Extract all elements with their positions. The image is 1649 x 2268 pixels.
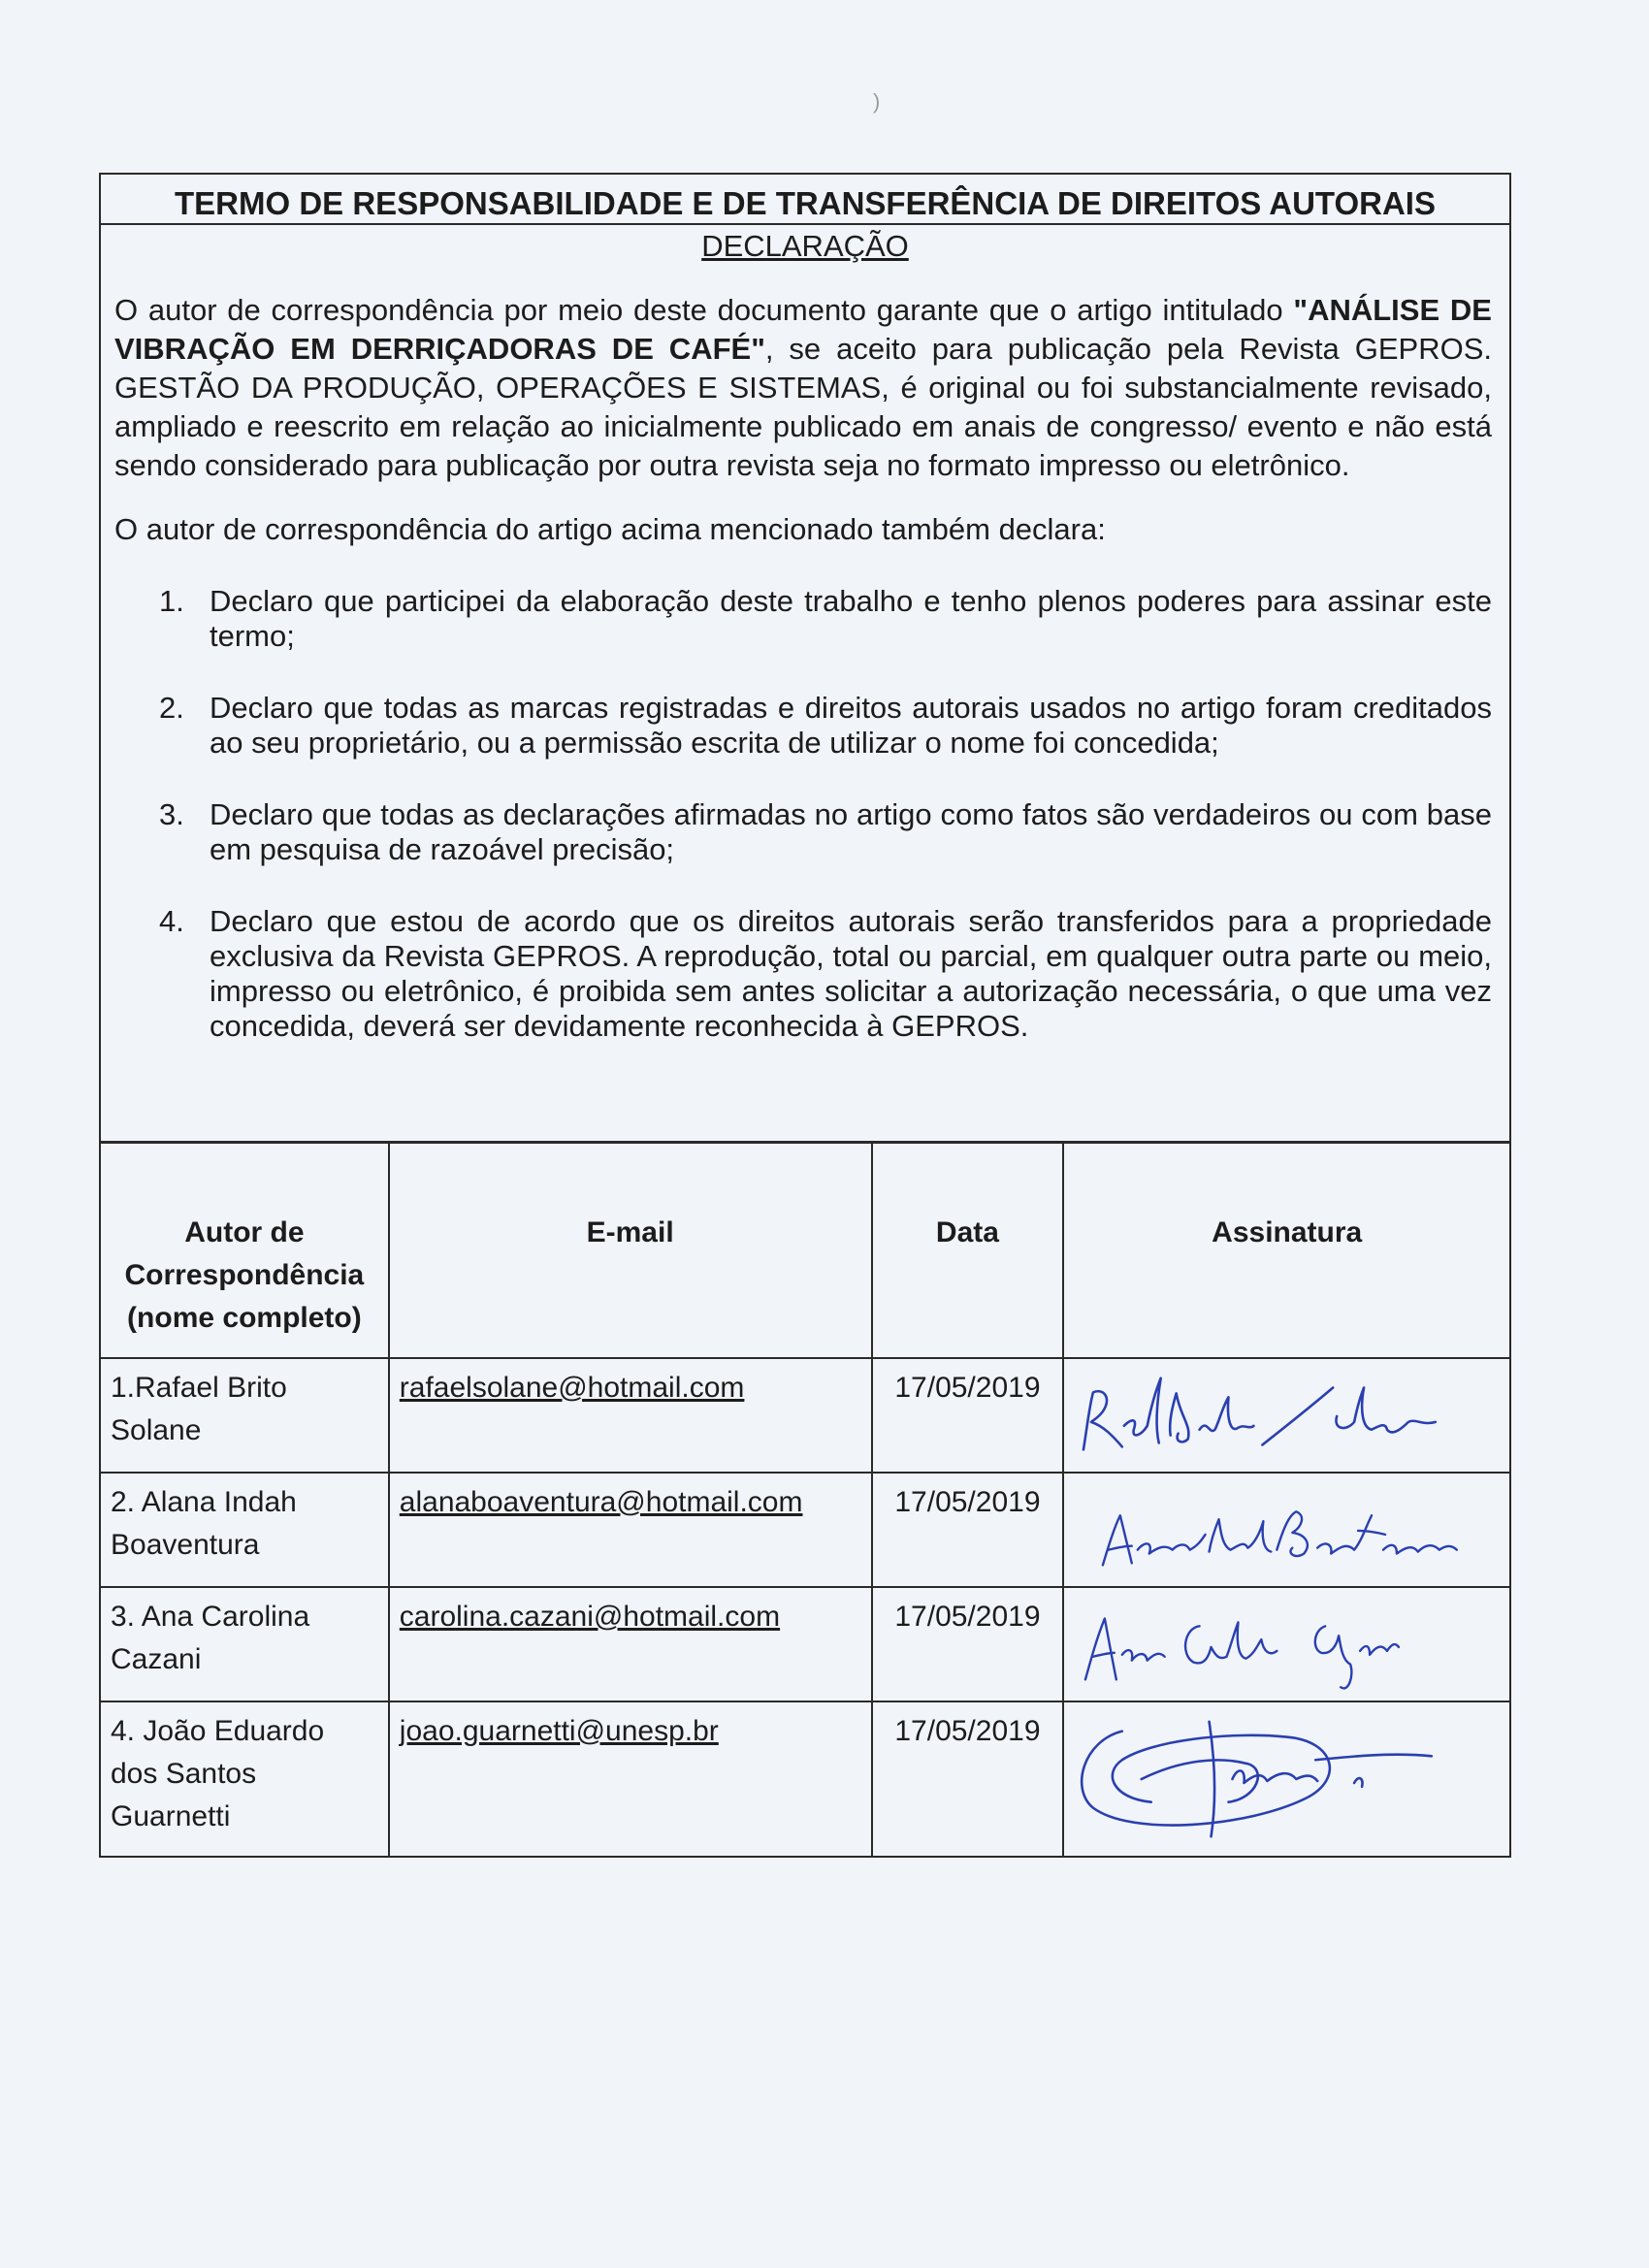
- table-row: [100, 1587, 1510, 1701]
- list-item: [159, 691, 1492, 761]
- scan-mark: ): [873, 89, 881, 113]
- author-email-link[interactable]: alanaboaventura@hotmail.com: [389, 1473, 872, 1587]
- author-name: 1.Rafael Brito Solane: [100, 1358, 389, 1473]
- declaration-list: [159, 584, 1492, 1044]
- list-item-number: 4.: [159, 904, 184, 938]
- signature-cell: [1063, 1473, 1510, 1587]
- signature-cell: [1063, 1587, 1510, 1701]
- table-row: [100, 1473, 1510, 1587]
- signed-date: 17/05/2019: [872, 1701, 1064, 1857]
- list-item-number: 2.: [159, 691, 184, 725]
- author-name: 3. Ana Carolina Cazani: [100, 1587, 389, 1701]
- handwritten-signature: [1064, 1588, 1509, 1701]
- author-email-link[interactable]: joao.guarnetti@unesp.br: [389, 1701, 872, 1857]
- table-row: [100, 1358, 1510, 1473]
- signed-date: 17/05/2019: [872, 1358, 1064, 1473]
- document-title: TERMO DE RESPONSABILIDADE E DE TRANSFERÊNCIA DE DIREITOS AUTORAIS: [101, 175, 1509, 225]
- handwritten-signature: [1064, 1359, 1509, 1472]
- article-title: "ANÁLISE DE VIBRAÇÃO EM DERRIÇADORAS DE CAFÉ": [114, 293, 1492, 366]
- list-item-number: 3.: [159, 797, 184, 831]
- signed-date: 17/05/2019: [872, 1473, 1064, 1587]
- header-author: Autor de Correspondência (nome completo): [100, 1143, 389, 1358]
- header-signature: Assinatura: [1063, 1143, 1510, 1358]
- handwritten-signature: [1064, 1474, 1509, 1586]
- list-item-number: 1.: [159, 584, 184, 618]
- author-email-link[interactable]: rafaelsolane@hotmail.com: [389, 1358, 872, 1473]
- handwritten-signature: [1064, 1702, 1509, 1856]
- list-item: [159, 797, 1492, 867]
- document-subtitle: DECLARAÇÃO: [701, 229, 909, 263]
- header-email: E-mail: [389, 1143, 872, 1358]
- list-item-text: Declaro que participei da elaboração deste trabalho e tenho plenos poderes para assinar este termo;: [210, 584, 1492, 653]
- declaration-box: [99, 173, 1511, 1143]
- header-date: Data: [872, 1143, 1064, 1358]
- list-item-text: Declaro que todas as declarações afirmadas no artigo como fatos são verdadeiros ou com base em pesquisa de razoável precisão;: [210, 797, 1492, 866]
- list-item: [159, 584, 1492, 654]
- author-email-link[interactable]: carolina.cazani@hotmail.com: [389, 1587, 872, 1701]
- intro-paragraph: [114, 291, 1492, 485]
- intro-part1: O autor de correspondência por meio deste documento garante que o artigo intitulado: [114, 293, 1294, 327]
- signed-date: 17/05/2019: [872, 1587, 1064, 1701]
- intro-part2: , se aceito para publicação pela Revista GEPROS. GESTÃO DA PRODUÇÃO, OPERAÇÕES E SISTEMAS, é original ou foi substancialmente revisado, ampliado e reescrito em relação ao inicialmente publicado em anais de congresso/ evento e não está sendo considerado para publicação por outra revista seja no formato impresso ou eletrônico.: [114, 332, 1492, 482]
- list-item: [159, 904, 1492, 1044]
- author-name: 4. João Eduardo dos Santos Guarnetti: [100, 1701, 389, 1857]
- author-name: 2. Alana Indah Boaventura: [100, 1473, 389, 1587]
- signature-cell: [1063, 1701, 1510, 1857]
- authors-table: [99, 1142, 1511, 1858]
- declares-intro: O autor de correspondência do artigo acima mencionado também declara:: [114, 512, 1106, 546]
- signature-cell: [1063, 1358, 1510, 1473]
- document-frame: [99, 173, 1513, 1863]
- list-item-text: Declaro que estou de acordo que os direitos autorais serão transferidos para a propriedade exclusiva da Revista GEPROS. A reprodução, total ou parcial, em qualquer outra parte ou meio, impresso ou eletrônico, é proibida sem antes solicitar a autorização necessária, o que uma vez concedida, deverá ser devidamente reconhecida à GEPROS.: [210, 904, 1492, 1043]
- table-header-row: [100, 1143, 1510, 1358]
- table-row: [100, 1701, 1510, 1857]
- list-item-text: Declaro que todas as marcas registradas e direitos autorais usados no artigo foram creditados ao seu proprietário, ou a permissão escrita de utilizar o nome foi concedida;: [210, 691, 1492, 760]
